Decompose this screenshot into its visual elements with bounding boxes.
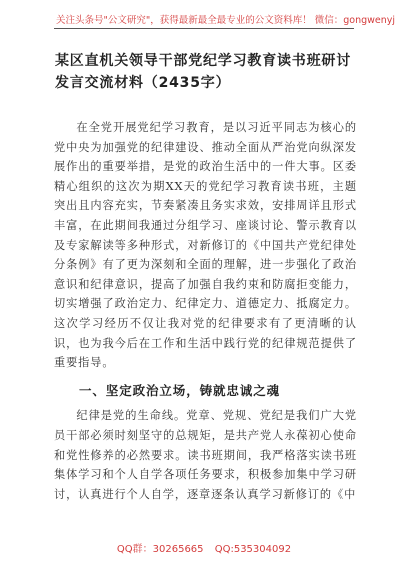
- paragraph: 在全党开展党纪学习教育，是以习近平同志为核心的党中央为加强党的纪律建设、推动全面从严治党向纵深发展作出的重要举措，是党的政治生活中的一件大事。区委精心组织的这次为期XX天的党纪学习教育读书班，主题突出且内容充实，节奏紧凑且务实求效，安排周详且形式丰富，在此期间我通过分组学习、座谈讨论、警示教育以及专家解读等多种形式，对新修订的《中国共产党纪律处分条例》有了更为深刻和全面的理解，进一步强化了政治意识和纪律意识，提高了加强自我约束和防腐拒变能力，切实增强了政治定力、纪律定力、道德定力、抵腐定力。这次学习经历不仅让我对党的纪律要求有了更清晰的认识，也为我今后在工作和生活中践行党的纪律规范提供了重要指导。: [54, 121, 357, 370]
- section-heading: 一、坚定政治立场，铸就忠诚之魂: [79, 382, 281, 398]
- document-title: 某区直机关领导干部党纪学习教育读书班研讨发言交流材料（2435字）: [55, 53, 351, 91]
- footer-qq-group: QQ群：30265665: [116, 544, 204, 555]
- document-body: [54, 118, 357, 504]
- paragraph: 纪律是党的生命线。党章、党规、党纪是我们广大党员干部必须时刻坚守的总规矩，是共产党人永葆初心使命和党性修养的必然要求。读书班期间，我严格落实读书班集体学习和个人自学各项任务要求，积极参加集中学习研讨，认真进行个人自学，逐章逐条认真学习新修订的《中: [54, 409, 357, 501]
- header-divider: [54, 28, 354, 29]
- footer-banner: [0, 540, 408, 555]
- header-banner: 关注头条号"公文研究"，获得最新最全最专业的公文资料库！ 微信：gongwenyj: [56, 15, 396, 26]
- footer-qq: QQ:535304092: [214, 544, 292, 555]
